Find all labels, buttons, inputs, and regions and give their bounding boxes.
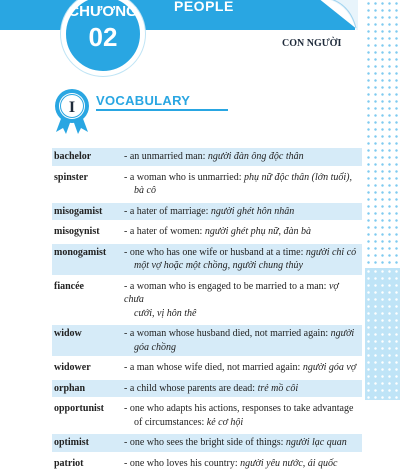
definition-vietnamese: người góa vợ xyxy=(302,362,357,373)
definition-vietnamese: kẻ cơ hội xyxy=(206,416,244,428)
definition-vietnamese: người đàn ông độc thân xyxy=(207,151,304,162)
definition-line xyxy=(124,382,358,396)
definition-line xyxy=(124,402,358,416)
vocabulary-row xyxy=(52,325,362,356)
definition-vietnamese: người xyxy=(330,328,355,339)
vocabulary-term: monogamist xyxy=(54,246,107,258)
vocabulary-row xyxy=(52,380,362,398)
definition-line xyxy=(124,457,358,471)
definition-line xyxy=(124,280,358,307)
definition-vietnamese: trẻ mồ côi xyxy=(257,382,299,394)
chapter-number: 02 xyxy=(88,22,118,52)
vocabulary-definition xyxy=(124,457,362,471)
vocabulary-row xyxy=(52,223,362,241)
section-heading xyxy=(52,88,192,134)
vocabulary-row xyxy=(52,434,362,452)
definition-english: - a woman who is unmarried: xyxy=(124,171,244,183)
vocabulary-definition xyxy=(124,171,362,198)
vocabulary-term: optimist xyxy=(54,437,89,448)
chapter-label: CHƯƠNG xyxy=(68,3,138,20)
definition-line xyxy=(124,205,358,219)
definition-english: - an unmarried man: xyxy=(124,151,208,162)
ribbon-badge-icon xyxy=(52,88,92,134)
vocabulary-row xyxy=(52,203,362,221)
definition-line-continued xyxy=(124,341,358,355)
vocabulary-definition xyxy=(124,402,362,429)
definition-line-continued xyxy=(124,184,358,198)
vocabulary-term: opportunist xyxy=(54,403,105,414)
vocabulary-definition xyxy=(124,246,362,273)
vocabulary-row xyxy=(52,359,362,377)
definition-line xyxy=(124,171,358,185)
vocabulary-definition xyxy=(124,327,362,354)
chapter-banner xyxy=(0,0,400,68)
definition-line-continued xyxy=(124,307,358,321)
section-underline xyxy=(96,109,228,111)
definition-vietnamese: góa chồng xyxy=(134,341,176,353)
definition-vietnamese: vợ chưa xyxy=(124,280,339,305)
definition-vietnamese: người lạc quan xyxy=(285,437,347,448)
dot-pattern-upper xyxy=(365,0,400,268)
definition-english: - a child whose parents are dead: xyxy=(124,382,258,394)
page-curl-icon xyxy=(318,0,358,30)
vocabulary-definition xyxy=(124,205,362,219)
section-title: VOCABULARY xyxy=(96,93,191,108)
definition-line xyxy=(124,246,358,260)
definition-english: - one who loves his country: xyxy=(124,457,241,469)
vocabulary-definition xyxy=(124,150,362,164)
side-dot-strip xyxy=(365,0,400,400)
vocabulary-term: fiancée xyxy=(54,280,84,292)
vocabulary-table xyxy=(52,148,362,475)
definition-english: of circumstances: xyxy=(134,416,207,428)
vocabulary-term: misogynist xyxy=(54,226,100,237)
vocabulary-row xyxy=(52,169,362,200)
vocabulary-definition xyxy=(124,361,362,375)
definition-english: - a man whose wife died, not married again: xyxy=(124,362,303,373)
definition-vietnamese: người ghét hôn nhân xyxy=(210,205,295,217)
vocabulary-row xyxy=(52,278,362,323)
dot-pattern-lower xyxy=(365,268,400,400)
definition-line xyxy=(124,150,358,164)
vocabulary-definition xyxy=(124,382,362,396)
definition-line xyxy=(124,327,358,341)
section-numeral: I xyxy=(68,99,76,116)
definition-line xyxy=(124,436,358,450)
definition-vietnamese: phụ nữ độc thân (lớn tuổi), xyxy=(243,171,352,183)
vocabulary-row xyxy=(52,455,362,473)
vocabulary-term: orphan xyxy=(54,382,86,394)
definition-vietnamese: người ghét phụ nữ, đàn bà xyxy=(204,226,312,237)
definition-english: - a hater of marriage: xyxy=(124,205,211,217)
definition-line-continued xyxy=(124,259,358,273)
definition-english: - a woman who is engaged to be married to a man: xyxy=(124,280,329,292)
topic-title-vi: CON NGƯỜI xyxy=(282,38,342,49)
definition-vietnamese: bà cô xyxy=(134,185,156,196)
definition-english: - one who adapts his actions, responses to take advantage xyxy=(124,403,354,414)
definition-line xyxy=(124,361,358,375)
vocabulary-term: widow xyxy=(54,328,82,339)
definition-vietnamese: cưới, vị hôn thê xyxy=(134,307,197,319)
vocabulary-term: widower xyxy=(54,362,91,373)
definition-english: - one who sees the bright side of things: xyxy=(124,437,286,448)
definition-vietnamese: người yêu nước, ái quốc xyxy=(240,457,338,469)
definition-vietnamese: người chỉ có xyxy=(305,246,357,258)
vocabulary-definition xyxy=(124,280,362,321)
definition-vietnamese: một vợ hoặc một chồng, người chung thủy xyxy=(134,260,303,271)
vocabulary-row xyxy=(52,244,362,275)
vocabulary-term: spinster xyxy=(54,171,88,183)
chapter-badge xyxy=(61,0,145,76)
vocabulary-term: bachelor xyxy=(54,151,92,162)
topic-title-en: PEOPLE xyxy=(174,0,234,14)
vocabulary-term: misogamist xyxy=(54,205,103,217)
definition-line-continued xyxy=(124,416,358,430)
definition-english: - a hater of women: xyxy=(124,226,205,237)
vocabulary-definition xyxy=(124,436,362,450)
vocabulary-definition xyxy=(124,225,362,239)
definition-line xyxy=(124,225,358,239)
definition-english: - a woman whose husband died, not married again: xyxy=(124,328,331,339)
vocabulary-row xyxy=(52,400,362,431)
vocabulary-term: patriot xyxy=(54,457,84,469)
vocabulary-row xyxy=(52,148,362,166)
definition-english: - one who has one wife or husband at a time: xyxy=(124,246,306,258)
